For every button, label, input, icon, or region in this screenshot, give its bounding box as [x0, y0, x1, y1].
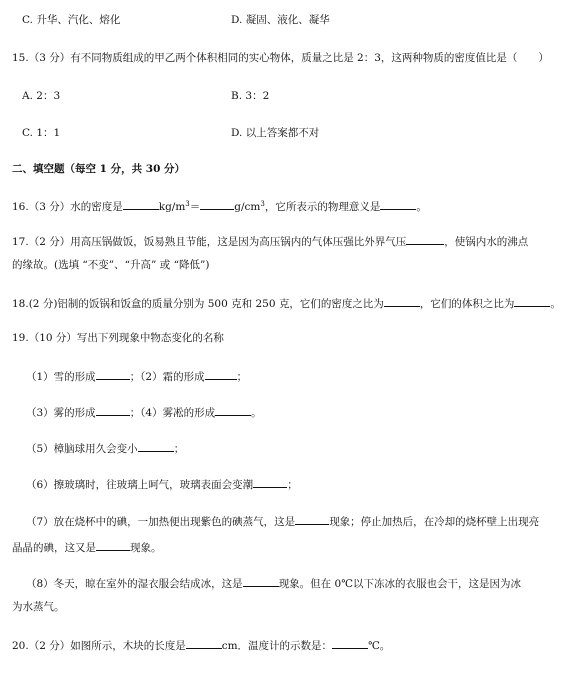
q20-blank-1[interactable]	[186, 637, 222, 649]
q19-text-1: （1）雪的形成	[26, 371, 96, 383]
q18	[12, 295, 561, 311]
q16-sup-2: 3	[260, 200, 265, 208]
q17-blank-1[interactable]	[406, 233, 444, 245]
q18-blank-2[interactable]	[514, 295, 550, 307]
q16-blank-1[interactable]	[123, 198, 159, 210]
q15-option-a: A. 2：3	[22, 90, 61, 102]
q16-blank-2[interactable]	[200, 198, 234, 210]
q19-blank-4[interactable]	[215, 404, 251, 416]
q19-item-7-line-2	[12, 539, 162, 555]
q18-text-1: 18.(2 分)铝制的饭锅和饭盒的质量分别为 500 克和 250 克，它们的密度之比为	[12, 298, 384, 310]
q19-text-12: 现象；停止加热后，在冷却的烧杯壁上出现亮	[329, 516, 540, 528]
q19-blank-6[interactable]	[253, 476, 287, 488]
q19-item-7-line-1	[26, 513, 539, 529]
q18-blank-1[interactable]	[384, 295, 420, 307]
q19-text-15: （8）冬天，晾在室外的湿衣服会结成冰，这是	[26, 578, 243, 590]
q16-text-2: ，它所表示的物理意义是	[264, 201, 381, 213]
q19-blank-8[interactable]	[96, 539, 130, 551]
q17-text-1: 17.（2 分）用高压锅做饭，饭易熟且节能，这是因为高压锅内的气体压强比外界气压	[12, 236, 407, 248]
q16	[12, 197, 427, 214]
q16-blank-3[interactable]	[380, 198, 416, 210]
q19-stem: 19.（10 分）写出下列现象中物态变化的名称	[12, 332, 224, 344]
q17-line-2: 的缘故。(选填 “不变”、“升高” 或 “降低”)	[12, 259, 210, 271]
q20-text-2: cm．温度计的示数是：	[221, 640, 333, 652]
q19-item-5	[26, 440, 184, 456]
q19-blank-9[interactable]	[243, 575, 279, 587]
section-title: 二、填空题（每空 1 分，共 30 分）	[12, 163, 186, 175]
q15-option-c: C. 1：1	[22, 127, 61, 139]
q18-end: 。	[550, 298, 561, 310]
q19-blank-7[interactable]	[295, 513, 329, 525]
q19-item-8-line-1	[26, 575, 521, 591]
q17-line-1	[12, 233, 528, 249]
q19-blank-3[interactable]	[96, 404, 130, 416]
q16-end: 。	[416, 201, 427, 213]
q14-option-c: C. 升华、汽化、熔化	[22, 14, 121, 26]
q20-text-3: ℃。	[368, 640, 391, 652]
q19-item-6	[26, 476, 298, 492]
q15-option-b: B. 3：2	[231, 90, 270, 102]
q19-blank-2[interactable]	[205, 368, 237, 380]
q19-blank-5[interactable]	[138, 440, 174, 452]
q20	[12, 637, 390, 653]
q17-text-2: ，使锅内水的沸点	[444, 236, 529, 248]
q19-blank-1[interactable]	[96, 368, 130, 380]
q19-text-5: ；（4）雾凇的形成	[129, 407, 216, 419]
q19-text-14: 现象。	[130, 542, 162, 554]
q19-text-9: （6）擦玻璃时，往玻璃上呵气，玻璃表面会变潮	[26, 479, 254, 491]
q19-item-3-4	[26, 404, 262, 420]
q20-text-1: 20.（2 分）如图所示，木块的长度是	[12, 640, 186, 652]
q16-equals: ＝	[189, 201, 201, 213]
q19-text-8: ；	[173, 443, 185, 455]
q19-text-10: ；	[287, 479, 298, 491]
q15-option-d: D. 以上答案都不对	[231, 127, 320, 139]
q19-text-13: 晶晶的碘，这又是	[12, 542, 96, 554]
q19-text-4: （3）雾的形成	[26, 407, 96, 419]
q19-item-1-2	[26, 368, 247, 384]
q19-item-8-line-2: 为水蒸气。	[12, 601, 65, 613]
q19-text-6: 。	[251, 407, 262, 419]
q14-option-d: D. 凝固、液化、凝华	[231, 14, 330, 26]
q16-unit-1: kg/m	[158, 201, 186, 213]
q18-text-2: ，它们的体积之比为	[419, 298, 515, 310]
q19-text-2: ；（2）霜的形成	[129, 371, 205, 383]
q19-text-7: （5）樟脑球用久会变小	[26, 443, 138, 455]
q19-text-11: （7）放在烧杯中的碘，一加热便出现紫色的碘蒸气，这是	[26, 516, 296, 528]
q16-unit-2: g/cm	[234, 201, 261, 213]
q16-sup-1: 3	[185, 200, 190, 208]
q16-text-1: 16.（3 分）水的密度是	[12, 201, 123, 213]
q19-text-3: ；	[236, 371, 248, 383]
q15-stem: 15.（3 分）有不同物质组成的甲乙两个体积相同的实心物体，质量之比是 2：3，这两种物质的密度值比是（ ）	[12, 52, 549, 64]
q20-blank-2[interactable]	[332, 637, 368, 649]
q19-text-16: 现象。但在 0℃以下冻冰的衣服也会干，这是因为冰	[278, 578, 521, 590]
